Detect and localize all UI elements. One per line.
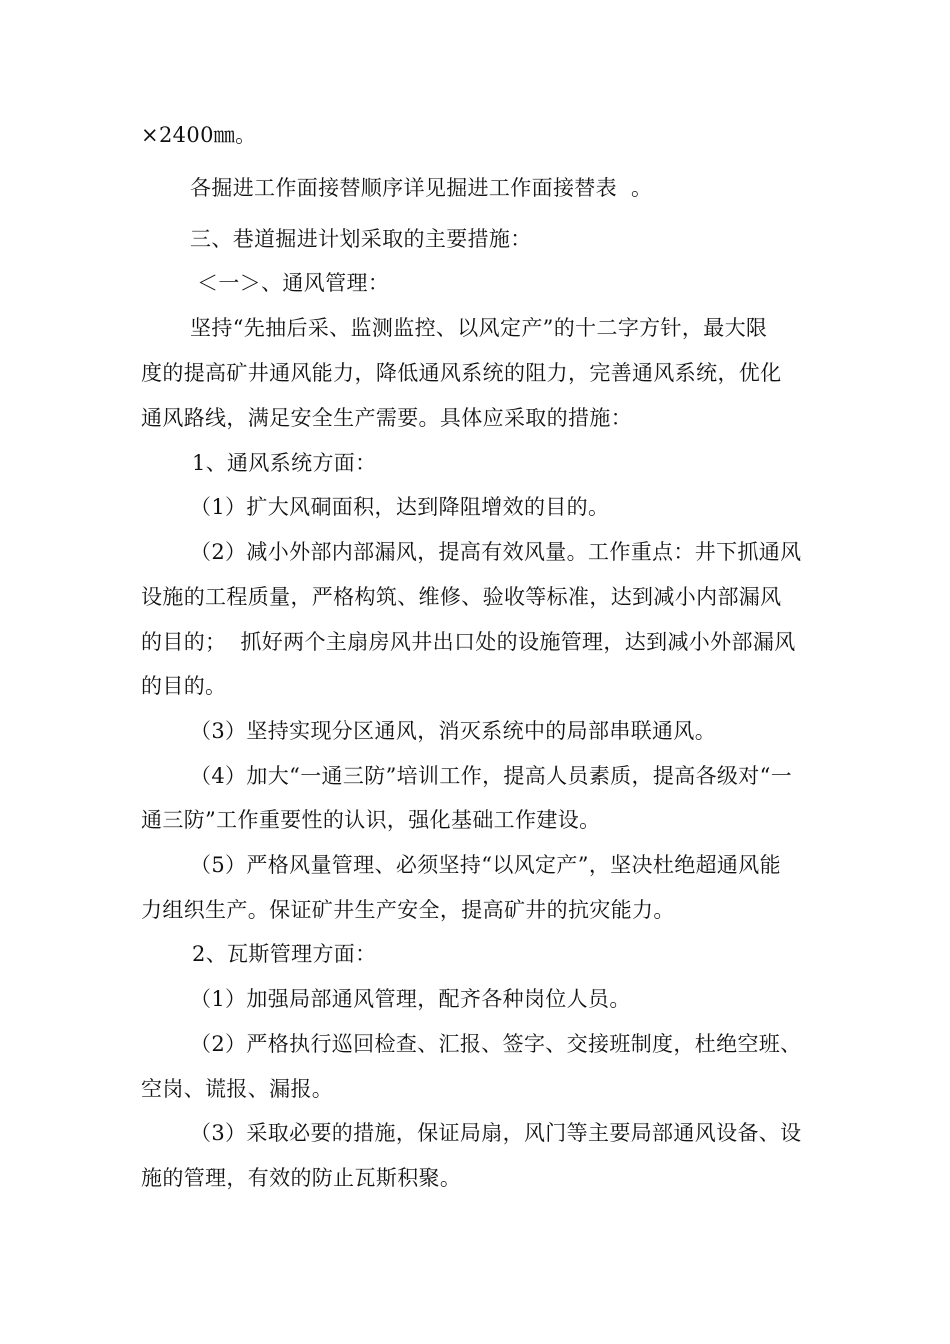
subsection-heading: ＜一＞、通风管理： bbox=[190, 271, 390, 295]
text-line: 坚持“先抽后采、监测监控、以风定产”的十二字方针，最大限 bbox=[190, 316, 768, 340]
section-heading: 三、巷道掘进计划采取的主要措施： bbox=[190, 227, 532, 251]
list-heading: 1、通风系统方面： bbox=[192, 451, 377, 475]
list-item: （4）加大“一通三防”培训工作，提高人员素质，提高各级对“一 bbox=[190, 764, 793, 788]
text-line: ×2400㎜。 bbox=[141, 123, 257, 147]
text-line: 通风路线，满足安全生产需要。具体应采取的措施： bbox=[141, 406, 633, 430]
list-item: （1）扩大风硐面积，达到降阻增效的目的。 bbox=[190, 495, 610, 519]
list-item: （2）减小外部内部漏风，提高有效风量。工作重点：井下抓通风 bbox=[190, 540, 802, 564]
text-line: 力组织生产。保证矿井生产安全，提高矿井的抗灾能力。 bbox=[141, 898, 675, 922]
list-item: （5）严格风量管理、必须坚持“以风定产”，坚决杜绝超通风能 bbox=[190, 853, 781, 877]
text-line: 的目的； 抓好两个主扇房风井出口处的设施管理，达到减小外部漏风 bbox=[141, 630, 796, 654]
list-item: （3）采取必要的措施，保证局扇，风门等主要局部通风设备、设 bbox=[190, 1121, 802, 1145]
text-line: 各掘进工作面接替顺序详见掘进工作面接替表 。 bbox=[190, 176, 653, 200]
list-item: （1）加强局部通风管理，配齐各种岗位人员。 bbox=[190, 987, 631, 1011]
text-line: 度的提高矿井通风能力，降低通风系统的阻力，完善通风系统，优化 bbox=[141, 361, 782, 385]
list-heading: 2、瓦斯管理方面： bbox=[192, 942, 377, 966]
text-line: 的目的。 bbox=[141, 674, 227, 698]
list-item: （2）严格执行巡回检查、汇报、签字、交接班制度，杜绝空班、 bbox=[190, 1032, 802, 1056]
text-line: 设施的工程质量，严格构筑、维修、验收等标准，达到减小内部漏风 bbox=[141, 585, 782, 609]
text-line: 施的管理，有效的防止瓦斯积聚。 bbox=[141, 1166, 462, 1190]
list-item: （3）坚持实现分区通风，消灭系统中的局部串联通风。 bbox=[190, 719, 717, 743]
text-line: 通三防”工作重要性的认识，强化基础工作建设。 bbox=[141, 808, 601, 832]
text-line: 空岗、谎报、漏报。 bbox=[141, 1077, 334, 1101]
